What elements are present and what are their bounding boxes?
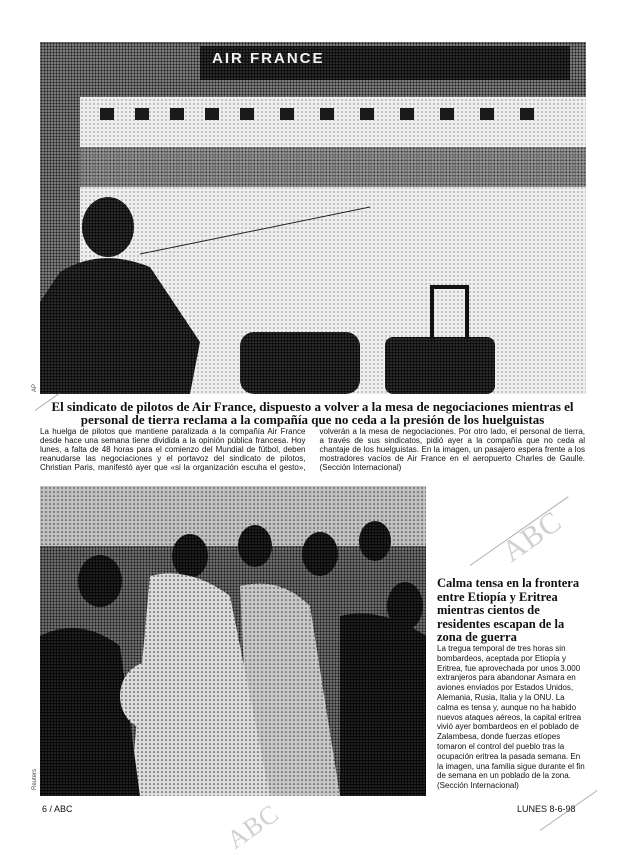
side-story-title: Calma tensa en la frontera entre Etiopía y Eritrea mientras cientos de residentes escapan de la zona de guerra (437, 576, 580, 644)
bottom-photo-credit: Reuters (32, 768, 38, 790)
crowd-scene-illustration (40, 486, 426, 796)
watermark-stroke (470, 496, 569, 566)
issue-date: LUNES 8-6-98 (517, 804, 576, 814)
page-reference: 6 / ABC (42, 804, 73, 814)
top-photo (40, 42, 586, 394)
bottom-photo (40, 486, 426, 796)
side-story-body: La tregua temporal de tres horas sin bombardeos, aceptada por Etiopía y Eritrea, fue aprovechada por unos 3.000 extranjeros para abandonar Asmara en aviones enviados por Estados Unidos, Alemania, Rusia, Italia y la ONU. La calma es tensa y, aunque no ha habido nuevos ataques aéreos, la capital eritrea vivió ayer bombardeos en el poblado de Zalambesa, donde fuerzas etíopes tomaron el control del pueblo tras la ocupación eritrea la pasada semana. En la imagen, una familia sigue durante el fin de semana en un poblado de la zona. (Sección Internacional) (437, 644, 585, 791)
watermark-logo: ABC (496, 504, 569, 569)
airport-scene-illustration (40, 42, 586, 394)
top-caption-body: La huelga de pilotos que mantiene paralizada a la compañía Air France desde hace una semana tiene dividida a la opinión pública francesa. Hoy lunes, a falta de 48 horas para el comienzo del Mundial de fútbol, deben reanudarse las negociaciones y el portavoz del sindicato de pilotos, Christian Paris, manifestó ayer que «si la organización escuha el gesto», volverán a la mesa de negociaciones. Por otro lado, el personal de tierra, a través de sus sindicatos, pidió ayer a la compañía que no ceda al chantaje de los huelguistas. En la imagen, un pasajero espera frente a los mostradores vacíos de Air France en el aeropuerto Charles de Gaulle. (Sección Internacional) (40, 427, 585, 472)
top-photo-credit: AP (32, 383, 38, 392)
top-caption-title: El sindicato de pilotos de Air France, dispuesto a volver a la mesa de negociaciones mientras el personal de tierra reclama a la compañía que no ceda a la presión de los huelguistas (51, 399, 574, 427)
air-france-sign: AIR FRANCE (212, 50, 325, 67)
watermark-logo: ABC (221, 798, 285, 855)
